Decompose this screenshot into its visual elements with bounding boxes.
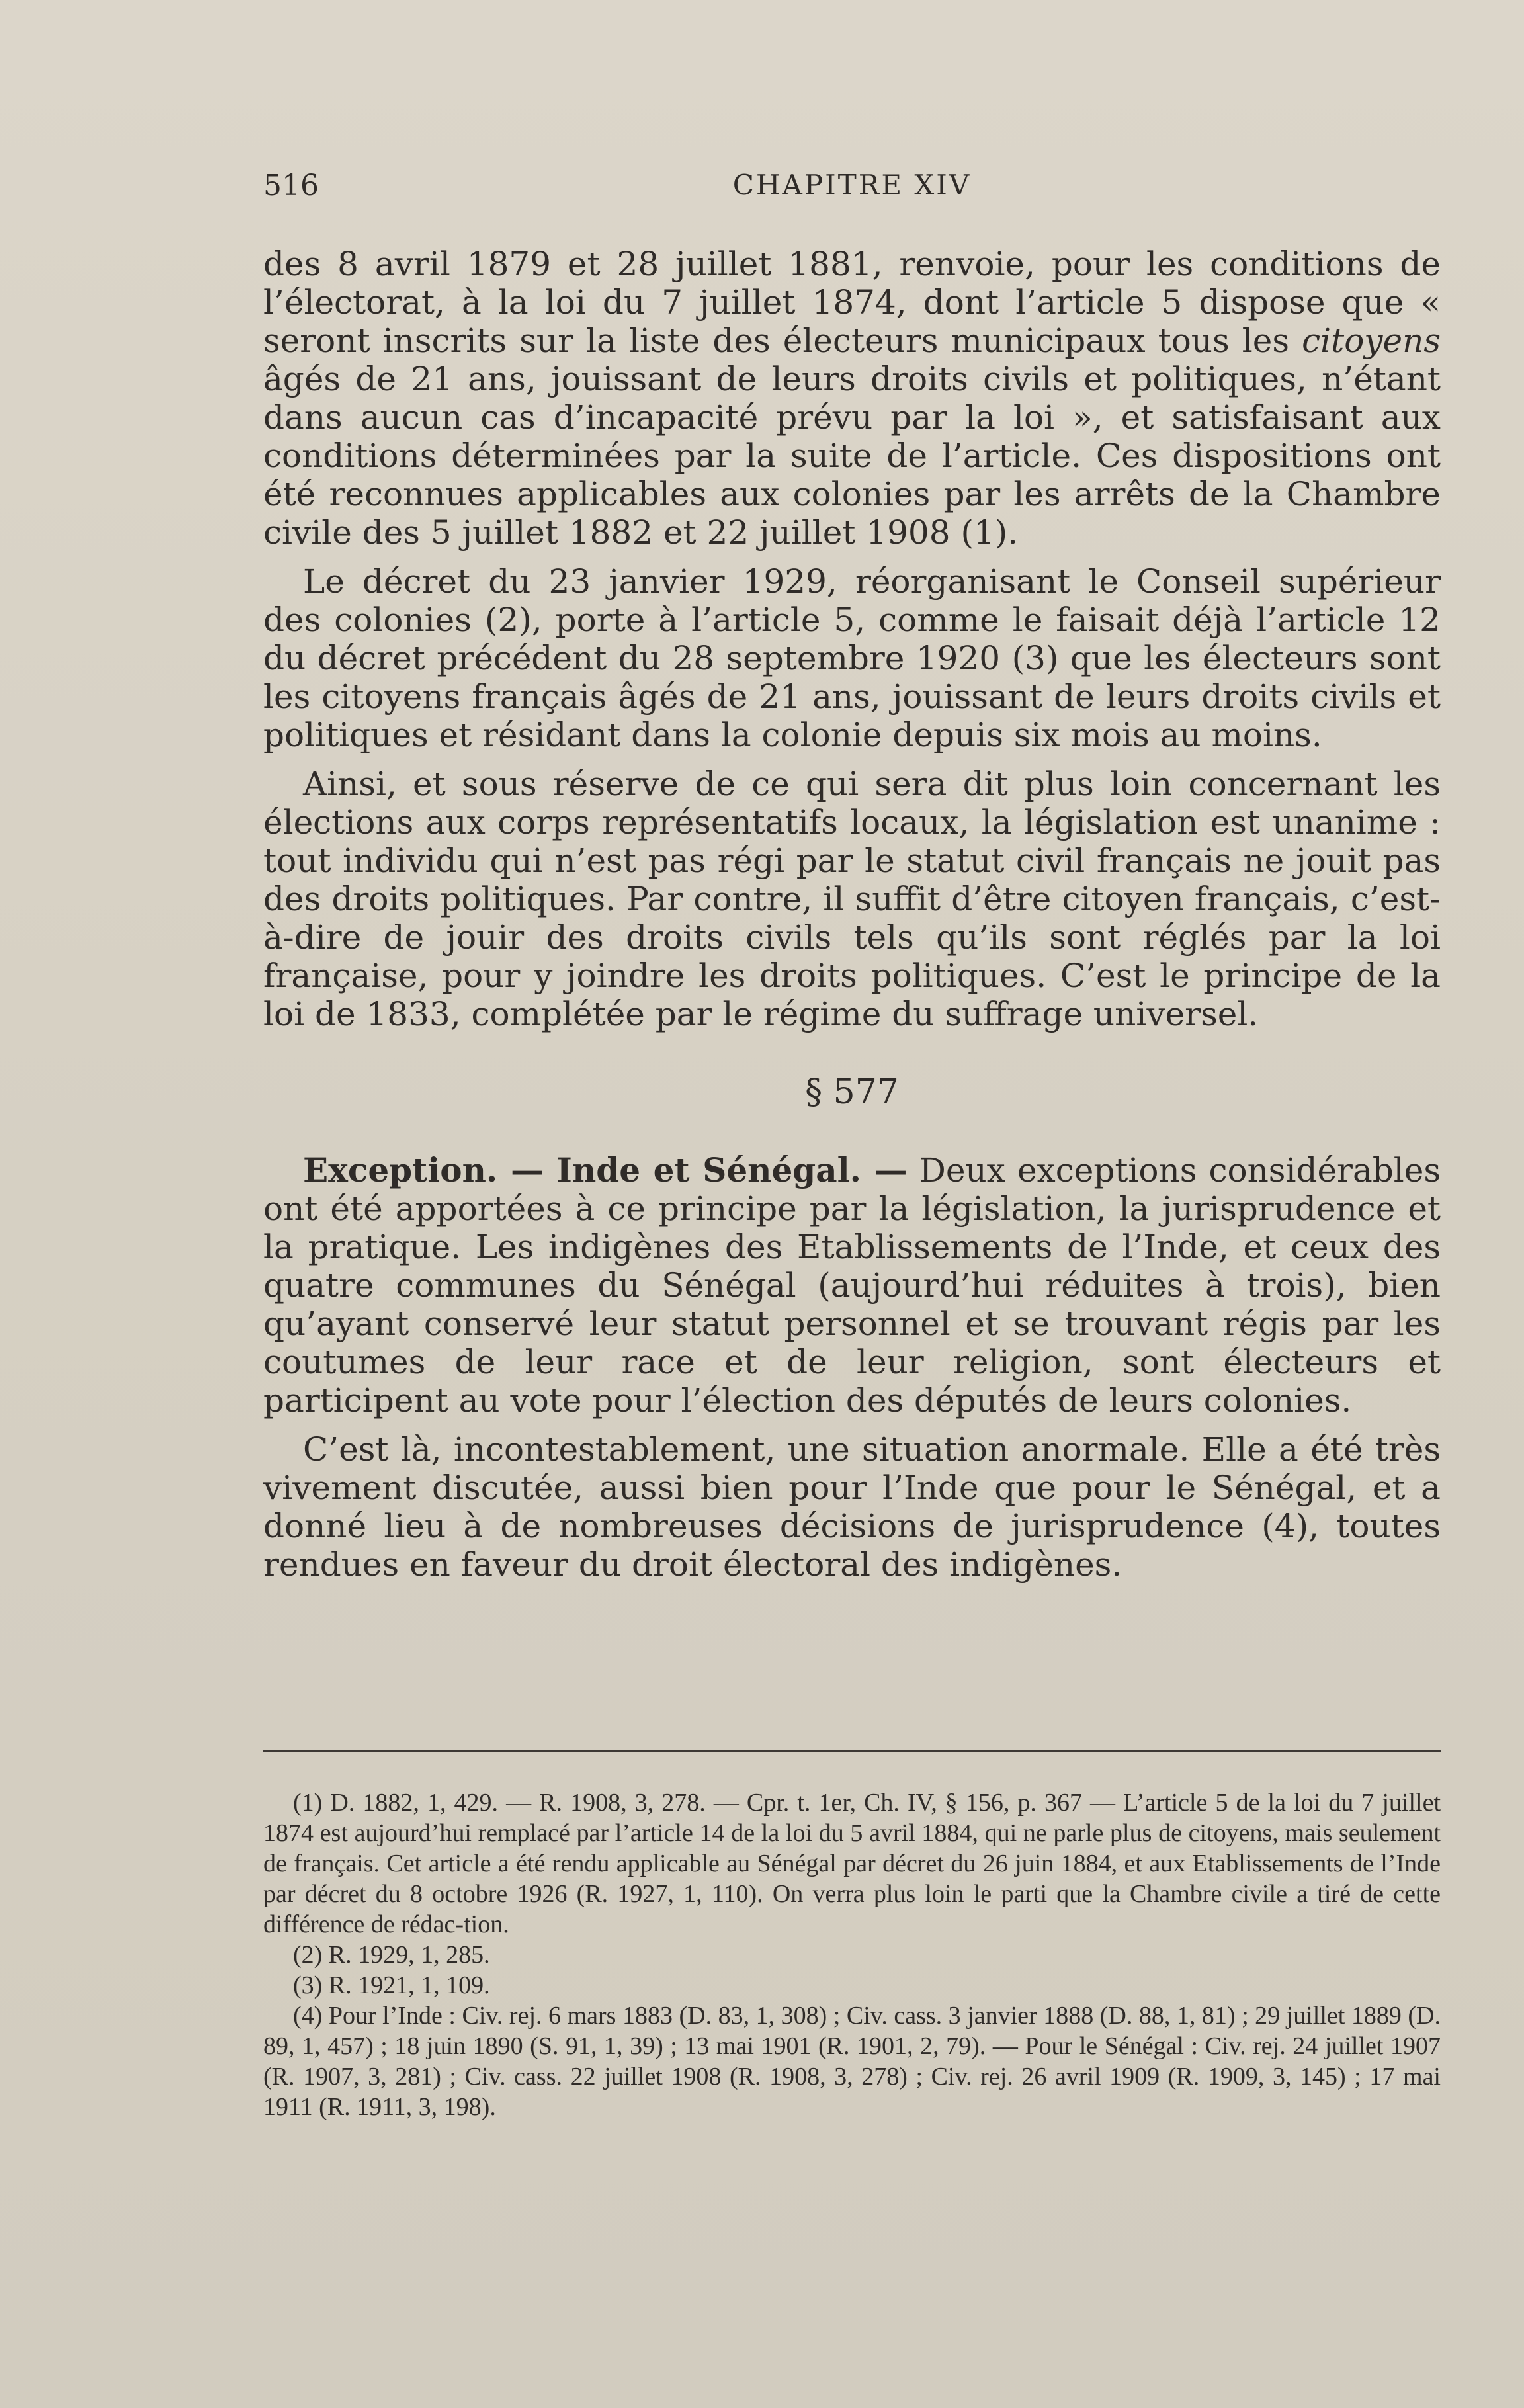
paragraph-1-part-a: des 8 avril 1879 et 28 juillet 1881, renvoie, pour les conditions de l’électorat, à la loi du 7 juillet 1874, dont l’article 5 dispose que « seront inscrits sur la liste des électeurs municipaux tous les: [263, 245, 1441, 360]
footnote-2: (2) R. 1929, 1, 285.: [293, 1941, 490, 1969]
paragraph-1-part-b: âgés de 21 ans, jouissant de leurs droits civils et politiques, n’étant dans aucun cas d’incapacité prévu par la loi », et satisfaisant aux conditions déterminées par la suite de l’article. Ces dispositions ont été reconnues applicables aux colonies par les arrêts de la Chambre civile des 5 juillet 1882 et 22 juillet 1908 (1).: [263, 360, 1441, 552]
footnotes: [263, 1787, 1441, 2122]
running-head: [263, 169, 1441, 215]
footnote-1: (1) D. 1882, 1, 429. — R. 1908, 3, 278. — Cpr. t. 1er, Ch. IV, § 156, p. 367 — L’article 5 de la loi du 7 juillet 1874 est aujourd’hui remplacé par l’article 14 de la loi du 5 avril 1884, qui ne parle plus de citoyens, mais seulement de français. Cet article a été rendu applicable au Sénégal par décret du 26 juin 1884, et aux Etablissements de l’Inde par décret du 8 octobre 1926 (R. 1927, 1, 110). On verra plus loin le parti que la Chambre civile a tiré de cette différence de rédac-tion.: [263, 1789, 1441, 1938]
page-number: 516: [263, 169, 319, 202]
section-number: § 577: [805, 1072, 899, 1112]
paragraph-5: C’est là, incontestablement, une situation anormale. Elle a été très vivement discutée, aussi bien pour l’Inde que pour le Sénégal, et a donné lieu à de nombreuses décisions de jurisprudence (4), toutes rendues en faveur du droit électoral des indigènes.: [263, 1430, 1441, 1584]
footnote-3: (3) R. 1921, 1, 109.: [293, 1971, 490, 1999]
paragraph-1: [263, 245, 1441, 552]
paragraph-4-text: Deux exceptions considérables ont été apportées à ce principe par la législation, la jurisprudence et la pratique. Les indigènes des Etablissements de l’Inde, et ceux des quatre communes du Sénégal (aujourd’hui réduites à trois), bien qu’ayant conservé leur statut personnel et se trouvant régis par les coutumes de leur race et de leur religion, sont électeurs et participent au vote pour l’élection des députés de leurs colonies.: [263, 1151, 1441, 1420]
paragraph-4: [263, 1151, 1441, 1420]
paragraph-1-emphasis: citoyens: [1302, 322, 1441, 360]
footnote-rule: [263, 1750, 1441, 1752]
paragraph-2: Le décret du 23 janvier 1929, réorganisant le Conseil supérieur des colonies (2), porte à l’article 5, comme le faisait déjà l’article 12 du décret précédent du 28 septembre 1920 (3) que les électeurs sont les citoyens français âgés de 21 ans, jouissant de leurs droits civils et politiques et résidant dans la colonie depuis six mois au moins.: [263, 562, 1441, 754]
run-in-heading: Exception. — Inde et Sénégal. —: [303, 1150, 908, 1189]
chapter-title: CHAPITRE XIV: [732, 169, 972, 201]
main-text: [263, 245, 1441, 1594]
paragraph-3: Ainsi, et sous réserve de ce qui sera dit plus loin concernant les élections aux corps représentatifs locaux, la législation est unanime : tout individu qui n’est pas régi par le statut civil français ne jouit pas des droits politiques. Par contre, il suffit d’être citoyen français, c’est-à-dire de jouir des droits civils tels qu’ils sont réglés par la loi française, pour y joindre les droits politiques. C’est le principe de la loi de 1833, complétée par le régime du suffrage universel.: [263, 765, 1441, 1033]
footnote-4: (4) Pour l’Inde : Civ. rej. 6 mars 1883 (D. 83, 1, 308) ; Civ. cass. 3 janvier 1888 (D. 88, 1, 81) ; 29 juillet 1889 (D. 89, 1, 457) ; 18 juin 1890 (S. 91, 1, 39) ; 13 mai 1901 (R. 1901, 2, 79). — Pour le Sénégal : Civ. rej. 24 juillet 1907 (R. 1907, 3, 281) ; Civ. cass. 22 juillet 1908 (R. 1908, 3, 278) ; Civ. rej. 26 avril 1909 (R. 1909, 3, 145) ; 17 mai 1911 (R. 1911, 3, 198).: [263, 2002, 1441, 2121]
